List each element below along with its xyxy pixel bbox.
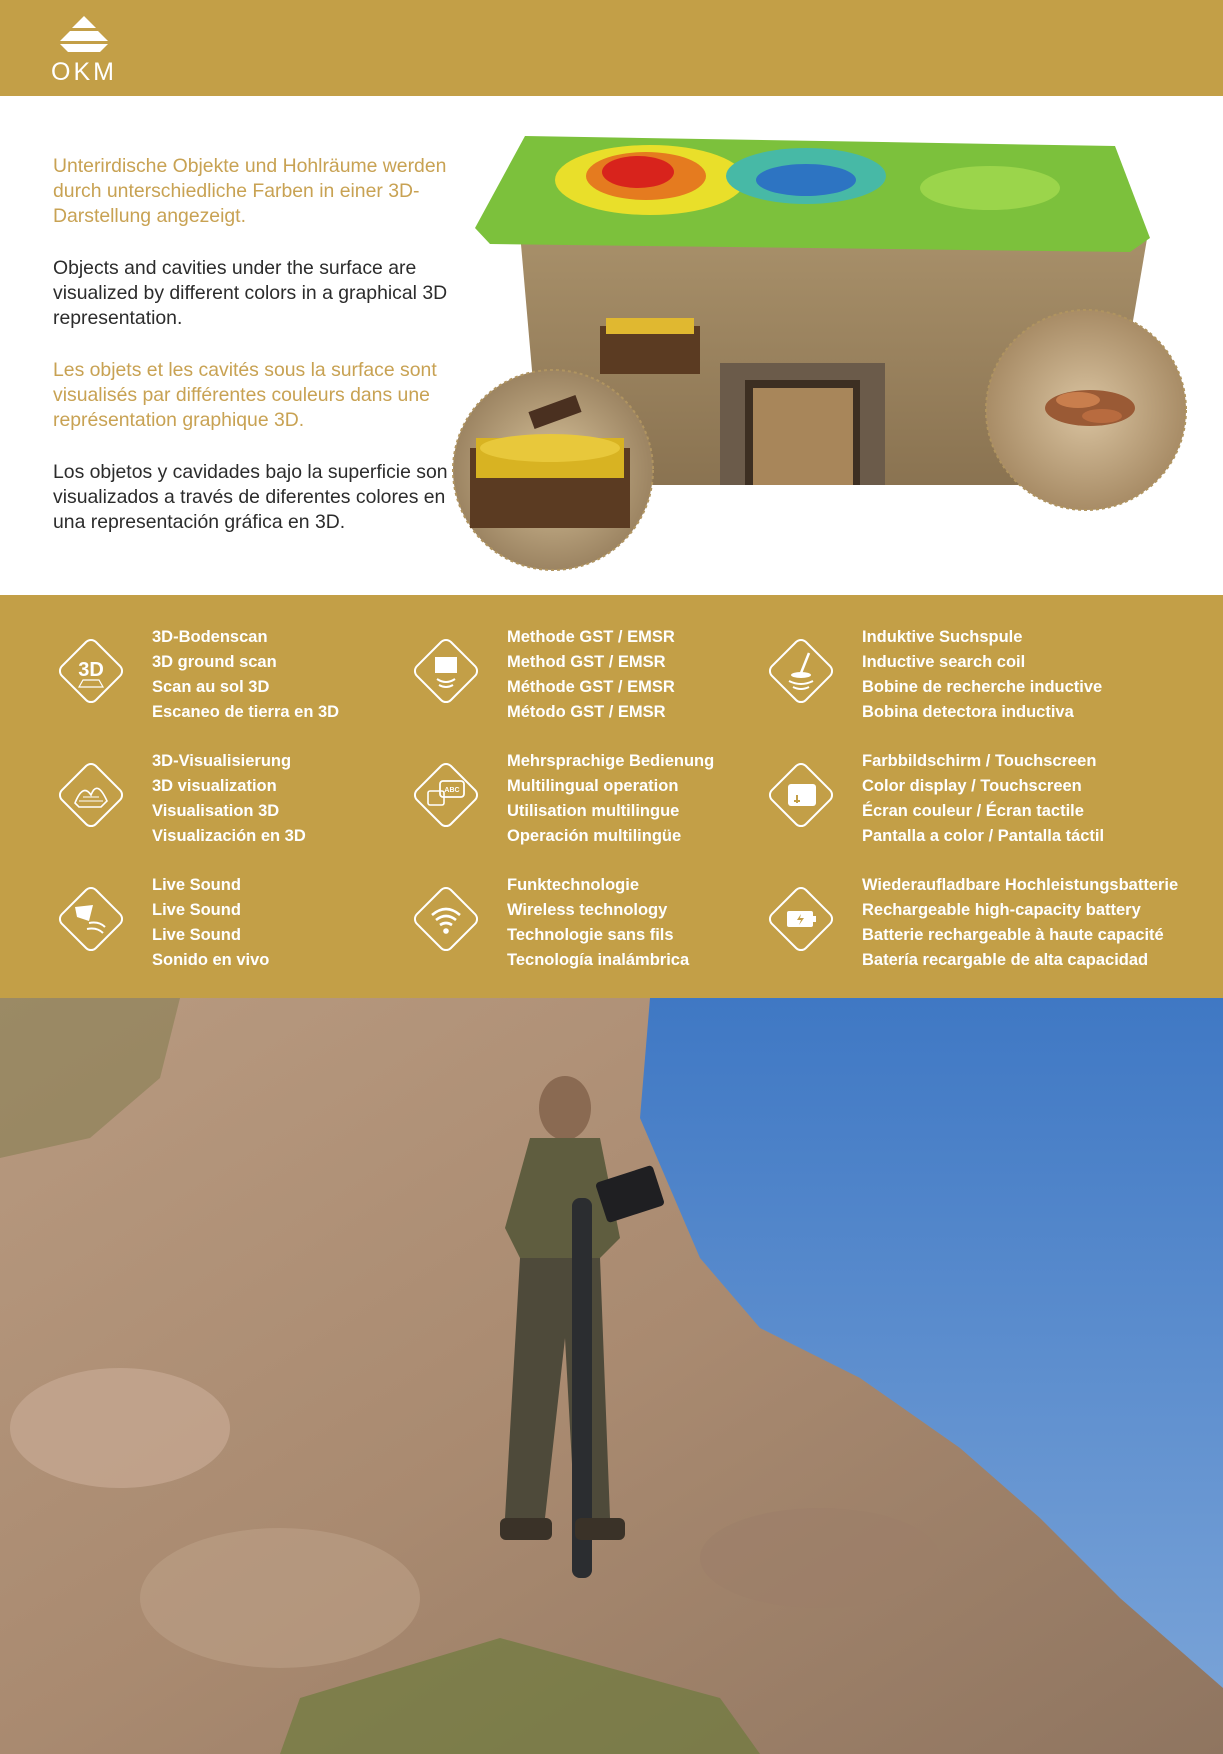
- feature-label-fr: Bobine de recherche inductive: [862, 678, 1103, 696]
- intro-text: [53, 154, 453, 562]
- feature-label-es: Pantalla a color / Pantalla táctil: [862, 827, 1105, 845]
- intro-de: Unterirdische Objekte und Hohlräume werden durch unterschiedliche Farben in einer 3D-Darstellung angezeigt.: [53, 155, 447, 227]
- feature-label-de: Funktechnologie: [507, 876, 639, 894]
- feature-label-fr: Live Sound: [152, 926, 241, 944]
- intro-fr: Les objets et les cavités sous la surface sont visualisés par différentes couleurs dans une représentation graphique 3D.: [53, 359, 437, 431]
- brand-name: OKM: [51, 58, 117, 86]
- battery-icon: [763, 881, 839, 957]
- feature-label-de: Induktive Suchspule: [862, 628, 1023, 646]
- feature-3d-visualization: [45, 749, 385, 849]
- header-bar: [0, 0, 1223, 96]
- feature-label-es: Escaneo de tierra en 3D: [152, 703, 340, 721]
- feature-search-coil: [755, 625, 1103, 725]
- feature-touchscreen: [755, 749, 1105, 849]
- feature-labels: [862, 625, 1102, 725]
- svg-text:3D: 3D: [78, 659, 104, 681]
- features-section: [0, 595, 1223, 998]
- field-photo: [0, 998, 1223, 1754]
- feature-label-fr: Utilisation multilingue: [507, 802, 680, 820]
- feature-label-es: Método GST / EMSR: [507, 703, 666, 721]
- intro-es: Los objetos y cavidades bajo la superficie son visualizados a través de diferentes colores en una representación gráfica en 3D.: [53, 461, 448, 533]
- intro-en: Objects and cavities under the surface are visualized by different colors in a graphical 3D representation.: [53, 257, 448, 329]
- feature-label-fr: Visualisation 3D: [152, 802, 280, 820]
- search-coil-icon: [763, 633, 839, 709]
- gst-emsr-icon: [408, 633, 484, 709]
- abc-badge: ABC: [444, 787, 460, 794]
- feature-label-en: Live Sound: [152, 901, 241, 919]
- feature-label-en: Wireless technology: [507, 901, 668, 919]
- feature-battery: [755, 873, 1179, 973]
- feature-label-fr: Méthode GST / EMSR: [507, 678, 675, 696]
- feature-label-es: Bobina detectora inductiva: [862, 703, 1074, 721]
- feature-label-es: Batería recargable de alta capacidad: [862, 951, 1149, 969]
- 3d-ground-illustration: [450, 118, 1195, 578]
- feature-label-en: Multilingual operation: [507, 777, 679, 795]
- feature-gst-emsr: [400, 625, 740, 725]
- feature-wireless: [400, 873, 740, 973]
- feature-labels: [507, 625, 675, 725]
- feature-label-fr: Scan au sol 3D: [152, 678, 270, 696]
- feature-label-fr: Batterie rechargeable à haute capacité: [862, 926, 1164, 944]
- feature-label-de: 3D-Bodenscan: [152, 628, 268, 646]
- okm-logo-icon: [48, 14, 120, 60]
- touchscreen-icon: [763, 757, 839, 833]
- okm-logo: [48, 14, 120, 84]
- feature-label-de: Farbbildschirm / Touchscreen: [862, 752, 1097, 770]
- feature-label-en: Method GST / EMSR: [507, 653, 666, 671]
- feature-label-es: Tecnología inalámbrica: [507, 951, 690, 969]
- feature-label-de: Wiederaufladbare Hochleistungsbatterie: [862, 876, 1179, 894]
- feature-multilingual: [400, 749, 740, 849]
- feature-3d-ground-scan: [45, 625, 385, 725]
- feature-label-de: Live Sound: [152, 876, 241, 894]
- feature-live-sound: [45, 873, 385, 973]
- feature-labels: [152, 749, 306, 849]
- feature-labels: [862, 873, 1178, 973]
- wireless-icon: [408, 881, 484, 957]
- feature-label-en: 3D visualization: [152, 777, 277, 795]
- feature-label-es: Visualización en 3D: [152, 827, 306, 845]
- feature-label-en: 3D ground scan: [152, 653, 277, 671]
- feature-label-en: Rechargeable high-capacity battery: [862, 901, 1141, 919]
- feature-label-de: 3D-Visualisierung: [152, 752, 292, 770]
- feature-label-fr: Technologie sans fils: [507, 926, 674, 944]
- feature-label-de: Mehrsprachige Bedienung: [507, 752, 715, 770]
- 3d-visualization-icon: [53, 757, 129, 833]
- feature-label-es: Sonido en vivo: [152, 951, 270, 969]
- feature-label-de: Methode GST / EMSR: [507, 628, 675, 646]
- feature-label-en: Color display / Touchscreen: [862, 777, 1082, 795]
- feature-label-en: Inductive search coil: [862, 653, 1026, 671]
- feature-labels: [152, 625, 339, 725]
- feature-labels: [507, 873, 689, 973]
- multilingual-icon: [408, 757, 484, 833]
- feature-label-fr: Écran couleur / Écran tactile: [862, 802, 1084, 820]
- feature-label-es: Operación multilingüe: [507, 827, 682, 845]
- live-sound-icon: [53, 881, 129, 957]
- feature-labels: [507, 749, 714, 849]
- 3d-scan-icon: [53, 633, 129, 709]
- feature-labels: [862, 749, 1104, 849]
- feature-labels: [152, 873, 269, 973]
